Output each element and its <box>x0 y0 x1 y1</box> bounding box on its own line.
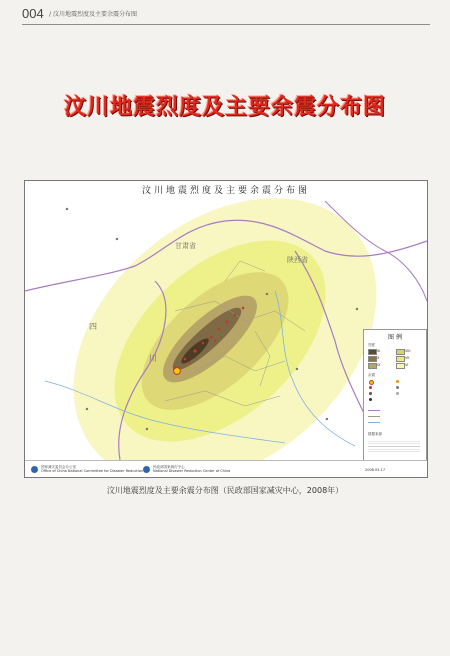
legend-level-ix: IX <box>377 363 381 367</box>
place-label: · <box>145 428 147 432</box>
legend-swatch-viii <box>396 349 405 355</box>
city-marker <box>116 238 118 240</box>
legend-line-sample <box>368 410 380 411</box>
epicenter-marker <box>174 368 181 375</box>
page-number: 004 <box>22 6 44 21</box>
legend-swatch-vi <box>396 363 405 369</box>
org2-name-en: National Disaster Reduction Center of China <box>153 469 231 473</box>
place-label: · <box>85 408 87 412</box>
legend-intensity-label: 烈度 <box>368 343 375 347</box>
legend-swatch-vii <box>396 356 405 362</box>
city-marker <box>86 408 88 410</box>
running-header <box>49 9 139 18</box>
aftershock <box>242 307 245 310</box>
map-label-si: 四 <box>89 322 97 331</box>
aftershock <box>184 358 187 361</box>
legend-swatch-xi <box>368 349 377 355</box>
city-marker <box>266 293 268 295</box>
map-footer <box>25 460 427 478</box>
legend-title: 图 例 <box>388 334 402 341</box>
place-label: · <box>65 208 67 212</box>
map-label-shaanxi: 陕西省 <box>287 256 308 264</box>
legend-swatch-ix <box>368 363 377 369</box>
legend-level-vi: VI <box>405 363 409 367</box>
org1-name <box>41 465 143 473</box>
aftershock <box>226 321 229 324</box>
place-label: · <box>325 418 327 422</box>
org2-name <box>153 465 230 473</box>
city-marker <box>326 418 328 420</box>
city-marker <box>66 208 68 210</box>
org1-name-cn: 国家减灾委员会办公室 <box>41 465 76 469</box>
legend-aftershock-icon <box>369 392 372 395</box>
place-label: · <box>265 293 267 297</box>
legend-level-xi: XI <box>377 349 381 353</box>
figure-caption: 汶川地震烈度及主要余震分布图（民政部国家减灾中心，2008年） <box>106 486 344 495</box>
org1-name-en: Office of China National Committee for Disaster Reduction <box>41 469 144 473</box>
map-frame <box>24 180 428 478</box>
aftershock <box>214 340 216 342</box>
legend-note-lines <box>368 439 420 453</box>
header-slash: / <box>49 11 52 18</box>
org2-logo-icon <box>143 466 150 473</box>
legend-level-viii: VIII <box>405 349 411 353</box>
legend-aftershock-label: 余震 <box>368 373 375 377</box>
aftershock <box>193 349 196 352</box>
map-date: 2008.05.17 <box>365 468 386 472</box>
city-marker <box>356 308 358 310</box>
legend-city-icon <box>396 392 399 395</box>
place-label: · <box>115 238 117 242</box>
page-header <box>22 8 430 25</box>
legend-swatch-x <box>368 356 380 362</box>
legend-line-sample <box>368 422 380 423</box>
city-marker <box>146 428 148 430</box>
legend-data-source-label: 数据来源 <box>368 432 382 436</box>
legend-aftershock-icon <box>369 398 372 401</box>
legend-epicenter-icon <box>369 380 374 385</box>
aftershock <box>234 314 236 316</box>
page-title: 汶川地震烈度及主要余震分布图 <box>63 95 386 120</box>
map-legend <box>363 329 427 473</box>
map-label-gansu: 甘肃省 <box>175 242 196 250</box>
legend-aftershock-icon <box>369 386 372 389</box>
city-marker <box>296 368 298 370</box>
map-title: 汶川地震烈度及主要余震分布图 <box>141 186 310 196</box>
aftershock <box>189 362 191 364</box>
legend-line-sample <box>368 416 380 417</box>
legend-city-icon <box>396 386 399 389</box>
org2-name-cn: 民政部国家减灾中心 <box>153 465 185 469</box>
aftershock <box>202 342 204 344</box>
legend-level-x: X <box>377 356 380 360</box>
map-label-chuan: 川 <box>149 354 157 363</box>
place-label: · <box>295 368 297 372</box>
place-label: · <box>355 308 357 312</box>
legend-level-vii: VII <box>405 356 410 360</box>
aftershock <box>210 336 213 339</box>
aftershock <box>218 328 220 330</box>
org1-logo-icon <box>31 466 38 473</box>
legend-city-icon <box>396 380 399 383</box>
header-text: 汶川地震烈度及主要余震分布图 <box>53 11 138 18</box>
